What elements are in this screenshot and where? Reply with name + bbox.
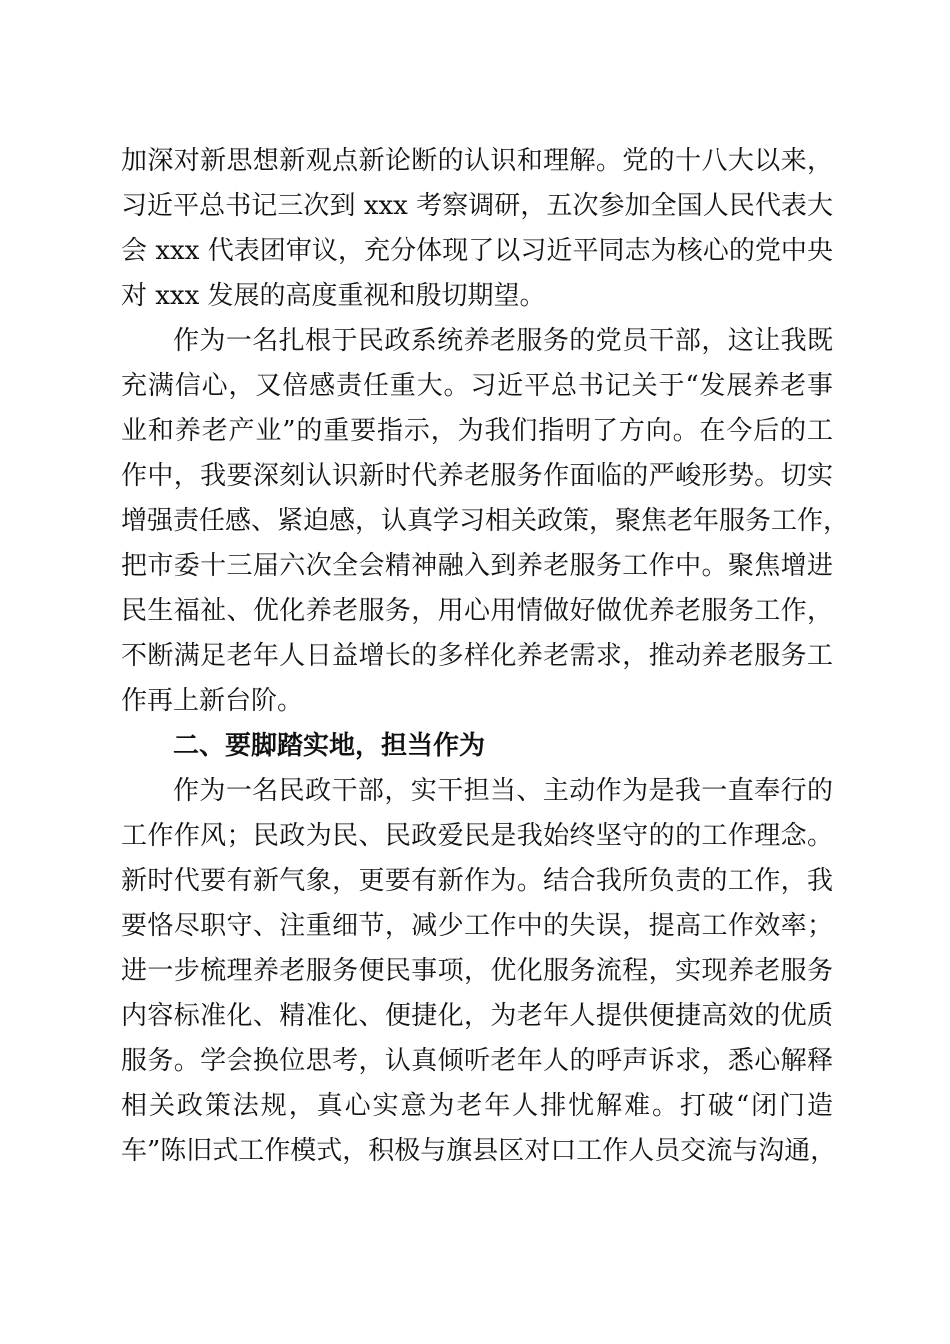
text-line: 加深对新思想新观点新论断的认识和理解。党的十八大以来，: [121, 146, 833, 176]
text-line: 业和养老产业”的重要指示，为我们指明了方向。在今后的工: [121, 416, 833, 446]
text-line: 民生福祉、优化养老服务，用心用情做好做优养老服务工作，: [121, 596, 833, 626]
text-line: 工作作风；民政为民、民政爱民是我始终坚守的的工作理念。: [121, 821, 833, 851]
text-line: 内容标准化、精准化、便捷化，为老年人提供便捷高效的优质: [121, 1001, 833, 1031]
text-line: 对 xxx 发展的高度重视和殷切期望。: [121, 281, 546, 311]
text-line: 不断满足老年人日益增长的多样化养老需求，推动养老服务工: [121, 641, 833, 671]
text-line: 习近平总书记三次到 xxx 考察调研，五次参加全国人民代表大: [121, 191, 833, 221]
section-heading: 二、要脚踏实地，担当作为: [173, 731, 486, 761]
text-line: 进一步梳理养老服务便民事项，优化服务流程，实现养老服务: [121, 956, 833, 986]
text-line: 充满信心，又倍感责任重大。习近平总书记关于“发展养老事: [121, 371, 833, 401]
text-line: 会 xxx 代表团审议，充分体现了以习近平同志为核心的党中央: [121, 236, 833, 266]
text-line: 作再上新台阶。: [121, 686, 304, 716]
text-line: 服务。学会换位思考，认真倾听老年人的呼声诉求，悉心解释: [121, 1046, 833, 1076]
text-line: 作中，我要深刻认识新时代养老服务作面临的严峻形势。切实: [121, 461, 833, 491]
text-line: 增强责任感、紧迫感，认真学习相关政策，聚焦老年服务工作，: [121, 506, 850, 536]
text-line: 作为一名民政干部，实干担当、主动作为是我一直奉行的: [173, 776, 833, 806]
text-line: 新时代要有新气象，更要有新作为。结合我所负责的工作，我: [121, 866, 833, 896]
text-line: 相关政策法规，真心实意为老年人排忧解难。打破“闭门造: [121, 1091, 833, 1121]
text-line: 要恪尽职守、注重细节，减少工作中的失误，提高工作效率；: [121, 911, 833, 941]
text-line: 车”陈旧式工作模式，积极与旗县区对口工作人员交流与沟通，: [121, 1136, 837, 1166]
text-line: 把市委十三届六次全会精神融入到养老服务工作中。聚焦增进: [121, 551, 833, 581]
text-line: 作为一名扎根于民政系统养老服务的党员干部，这让我既: [173, 326, 833, 356]
